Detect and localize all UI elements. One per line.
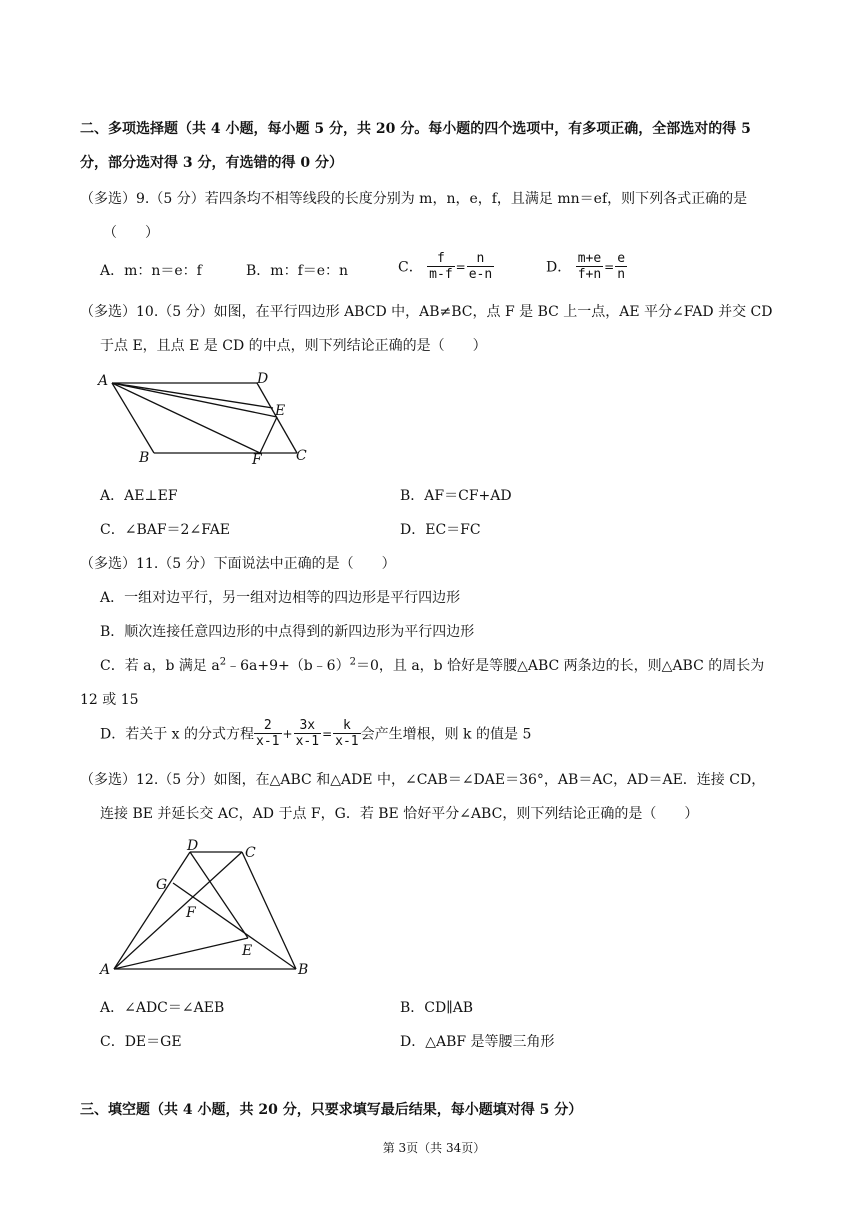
fraction-numerator: f (427, 251, 454, 267)
page-footer: 第 3页（共 34页） (382, 1141, 486, 1155)
q9-answer-paren: （ ） (103, 225, 159, 241)
q12-option-d: D．△ABF 是等腰三角形 (400, 1034, 555, 1050)
point-label-e: E (275, 403, 286, 419)
q9-stem: （多选）9.（5 分）若四条均不相等线段的长度分别为 m，n，e，f，且满足 mn＝ef，则下列各式正确的是 (80, 191, 748, 207)
fraction-denominator: x-1 (335, 734, 359, 749)
point-label-a: A (100, 962, 111, 978)
q9-option-c-label: C． (398, 259, 423, 276)
fraction-denominator: m-f (429, 267, 453, 282)
fraction-numerator: n (467, 251, 494, 267)
equals-sign: = (455, 259, 466, 274)
q11-option-d-prefix: D．若关于 x 的分式方程 (100, 726, 255, 743)
fraction-numerator: m+e (577, 251, 602, 266)
point-label-f: F (186, 905, 196, 921)
q11-option-d-suffix: 会产生增根，则 k 的值是 5 (360, 726, 532, 743)
q11-option-d (100, 718, 531, 749)
section3-heading: 三、填空题（共 4 小题，共 20 分，只要求填写最后结果，每小题填对得 5 分） (80, 1102, 583, 1118)
q9-option-c-fraction-right (467, 251, 494, 282)
q11-option-c-line2: 12 或 15 (80, 692, 139, 708)
q10-option-d: D．EC＝FC (400, 522, 481, 538)
segment-gb (173, 883, 296, 969)
segment-ae (114, 938, 248, 969)
segment-ef (260, 417, 277, 453)
q12-triangle-figure (92, 835, 322, 985)
point-label-e: E (242, 943, 253, 959)
segment-de (190, 852, 248, 938)
q9-option-a: A．m：n＝e：f (100, 263, 202, 279)
q9-option-c (398, 251, 494, 282)
point-label-b: B (139, 450, 150, 466)
q11-option-a: A．一组对边平行，另一组对边相等的四边形是平行四边形 (100, 590, 461, 606)
exponent: 2 (219, 656, 227, 668)
q12-stem-line2: 连接 BE 并延长交 AC，AD 于点 F，G．若 BE 恰好平分∠ABC，则下列结论正确的是（ ） (100, 806, 699, 822)
point-label-d: D (187, 838, 199, 854)
point-label-f: F (252, 452, 262, 468)
q12-option-b: B．CD∥AB (400, 1000, 474, 1016)
q11-option-d-fraction-2 (294, 718, 321, 749)
q11-option-c-part2: ﹣6a+9+（b﹣6） (226, 658, 350, 674)
q12-option-c: C．DE＝GE (100, 1034, 182, 1050)
point-label-d: D (257, 371, 269, 387)
q9-option-d-fraction-right (615, 251, 627, 282)
fraction-numerator: 3x (294, 718, 321, 734)
section2-heading-line2: 分，部分选对得 3 分，有选错的得 0 分） (80, 155, 343, 171)
point-label-c: C (245, 845, 256, 861)
q12-option-a: A．∠ADC＝∠AEB (100, 1000, 225, 1016)
fraction-numerator: k (333, 718, 360, 734)
q11-option-c-part1: C．若 a，b 满足 a (100, 658, 220, 674)
equals-sign: = (322, 726, 333, 741)
q11-stem: （多选）11.（5 分）下面说法中正确的是（ ） (80, 556, 396, 572)
fraction-denominator: f+n (577, 267, 602, 282)
q10-parallelogram-figure (95, 365, 325, 470)
q11-option-c (100, 655, 764, 675)
q10-option-a: A．AE⊥EF (100, 488, 178, 504)
plus-sign: + (282, 726, 293, 741)
q10-option-b: B．AF＝CF+AD (400, 488, 512, 504)
fraction-denominator: e-n (468, 267, 493, 282)
point-label-a: A (98, 373, 109, 389)
q9-option-d-fraction-left (576, 251, 603, 282)
q10-stem-line1: （多选）10.（5 分）如图，在平行四边形 ABCD 中，AB≠BC，点 F 是 BC 上一点，AE 平分∠FAD 并交 CD (80, 304, 773, 320)
q9-option-d-label: D． (546, 259, 572, 276)
exponent: 2 (349, 656, 356, 668)
section2-heading-line1: 二、多项选择题（共 4 小题，每小题 5 分，共 20 分。每小题的四个选项中，有多项正确，全部选对的得 5 (80, 121, 751, 137)
segment-ae (112, 383, 277, 417)
q11-option-c-part3: ＝0，且 a，b 恰好是等腰△ABC 两条边的长，则△ABC 的周长为 (355, 658, 765, 674)
q11-option-b: B．顺次连接任意四边形的中点得到的新四边形为平行四边形 (100, 624, 475, 640)
q12-stem-line1: （多选）12.（5 分）如图，在△ABC 和△ADE 中，∠CAB＝∠DAE＝36°，AB＝AC，AD＝AE．连接 CD， (80, 772, 766, 788)
point-label-b: B (298, 962, 309, 978)
equals-sign: = (604, 259, 615, 274)
q10-option-c: C．∠BAF＝2∠FAE (100, 522, 231, 538)
fraction-denominator: x-1 (295, 734, 320, 749)
segment-extra (112, 383, 273, 408)
fraction-numerator: e (617, 251, 626, 266)
point-label-c: C (296, 448, 307, 464)
q10-stem-line2: 于点 E，且点 E 是 CD 的中点，则下列结论正确的是（ ） (100, 338, 487, 354)
fraction-denominator: n (617, 267, 626, 282)
fraction-numerator: 2 (254, 718, 281, 734)
fraction-denominator: x-1 (256, 734, 280, 749)
q11-option-d-fraction-1 (254, 718, 281, 749)
q9-option-b: B．m：f＝e：n (246, 263, 349, 279)
q9-option-d (546, 251, 627, 282)
segment-af (112, 383, 260, 453)
q9-option-c-fraction-left (427, 251, 454, 282)
point-label-g: G (156, 877, 168, 893)
q11-option-d-fraction-3 (333, 718, 360, 749)
